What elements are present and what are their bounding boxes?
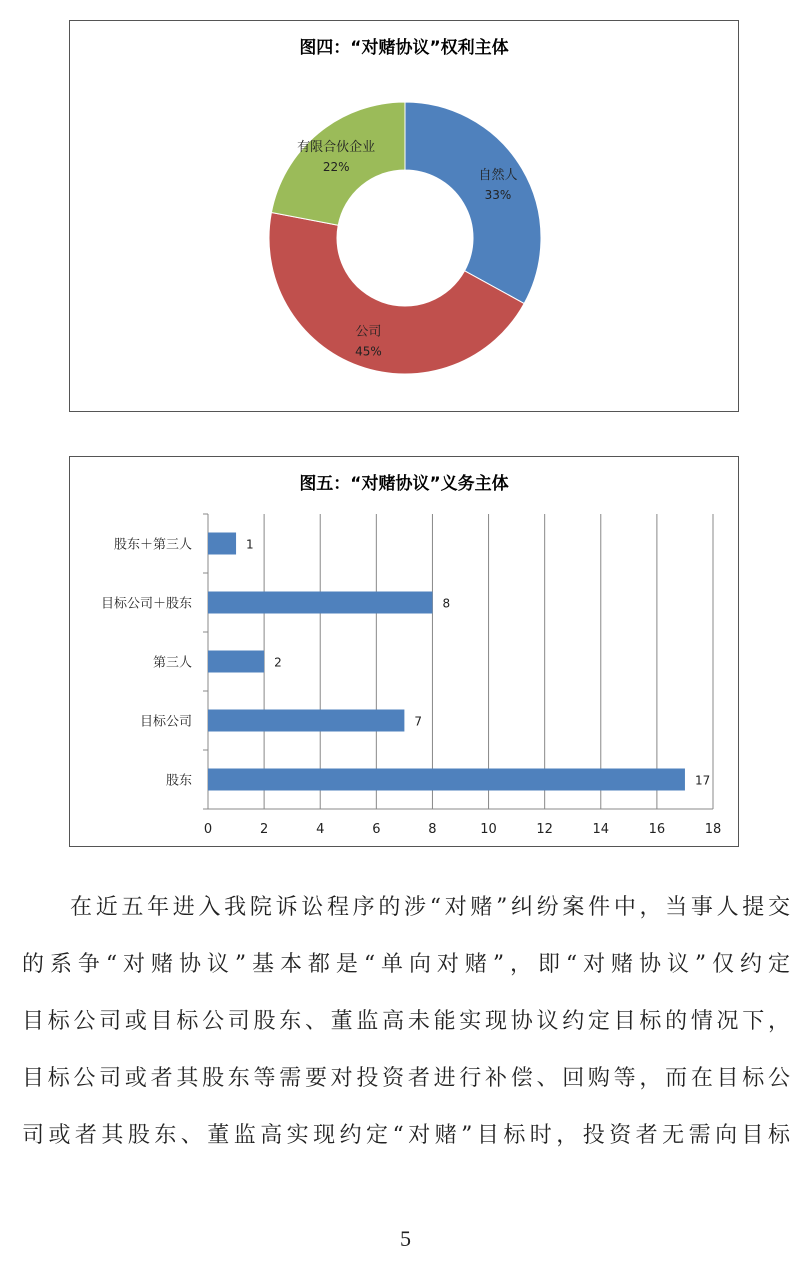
y-category-label: 股东 (165, 773, 192, 789)
x-tick-label: 10 (480, 822, 497, 837)
bar (208, 592, 432, 614)
bar-value-label: 8 (442, 596, 451, 611)
page-number: 5 (400, 1226, 411, 1251)
x-tick-label: 6 (372, 822, 381, 837)
y-category-label: 目标公司＋股东 (100, 596, 192, 612)
bar-value-label: 7 (414, 714, 423, 729)
y-category-label: 股东＋第三人 (113, 537, 192, 553)
paragraph-line: 的系争“对赌协议”基本都是“单向对赌”，即“对赌协议”仅约定 (22, 952, 790, 977)
slice-label: 公司 (355, 324, 382, 340)
slice-percent-label: 22% (322, 159, 350, 174)
y-category-label: 目标公司 (139, 714, 192, 730)
donut-chart-figure-4 (69, 20, 739, 412)
donut-chart (70, 21, 738, 411)
bar (208, 533, 236, 555)
bar (208, 651, 264, 673)
x-tick-label: 8 (428, 822, 437, 837)
y-category-label: 第三人 (152, 655, 192, 671)
x-tick-label: 18 (704, 822, 722, 837)
x-tick-label: 4 (316, 822, 325, 837)
bar-value-label: 2 (274, 655, 282, 670)
slice-label: 自然人 (478, 168, 518, 184)
bar (208, 710, 404, 732)
paragraph-line: 目标公司或者其股东等需要对投资者进行补偿、回购等，而在目标公 (22, 1066, 790, 1091)
chart-title: 图四：“对赌协议”权利主体 (299, 38, 509, 58)
paragraph-line: 司或者其股东、董监高实现约定“对赌”目标时，投资者无需向目标 (22, 1123, 790, 1148)
chart-title: 图五：“对赌协议”义务主体 (299, 474, 509, 494)
bar-value-label: 17 (694, 773, 711, 788)
body-paragraph (22, 879, 790, 1164)
x-tick-label: 16 (648, 822, 666, 837)
slice-percent-label: 45% (355, 344, 382, 359)
bar-chart-figure-5 (69, 456, 739, 847)
x-tick-label: 12 (536, 822, 553, 837)
paragraph-line: 目标公司或目标公司股东、董监高未能实现协议约定目标的情况下， (22, 1009, 790, 1034)
paragraph-line: 在近五年进入我院诉讼程序的涉“对赌”纠纷案件中，当事人提交 (70, 895, 790, 920)
slice-label: 有限合伙企业 (297, 139, 376, 155)
x-tick-label: 0 (203, 822, 213, 837)
x-tick-label: 14 (592, 822, 610, 837)
bar-chart (70, 457, 738, 846)
slice-percent-label: 33% (484, 188, 512, 203)
x-tick-label: 2 (259, 822, 269, 837)
bar-value-label: 1 (246, 537, 254, 552)
bar (208, 769, 685, 791)
donut-slice (405, 102, 541, 304)
